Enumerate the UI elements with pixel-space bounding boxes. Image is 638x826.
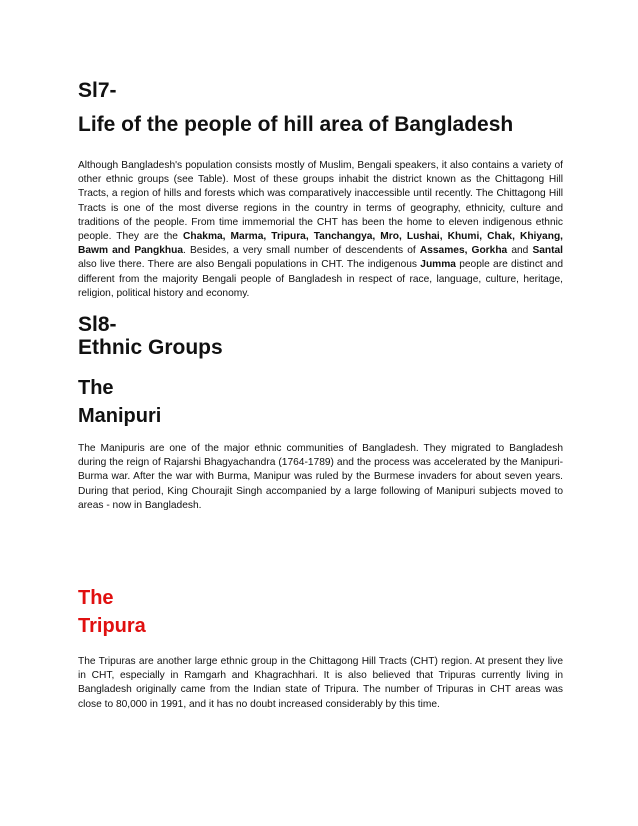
sl7-text-4: also live there. There are also Bengali populations in CHT. The indigenous bbox=[78, 259, 421, 271]
sl7-title: Life of the people of hill area of Bangladesh bbox=[78, 113, 514, 136]
sl7-bold-assames: Assames, Gorkha bbox=[419, 245, 508, 257]
sl7-bold-santal: Santal bbox=[532, 245, 564, 257]
manipuri-title-line1: The bbox=[78, 377, 114, 399]
sl7-text-5: people are distinct and different from the majority Bengali people of Bangladesh in respect of race, language, culture, heritage, religion, political history and economy. bbox=[78, 259, 564, 299]
sl7-label: Sl7- bbox=[78, 79, 117, 102]
sl7-text-2: . Besides, a very small number of descendents of bbox=[183, 245, 420, 257]
sl7-paragraph bbox=[78, 159, 563, 301]
tripura-paragraph: The Tripuras are another large ethnic group in the Chittagong Hill Tracts (CHT) region. At present they live in CHT, especially in Ramgarh and Khagrachhari. It is also believed that Tripuras currently living in Bangladesh originally came from the Indian state of Tripura. The number of Tripuras in CHT areas was close to 80,000 in 1991, and it has no doubt increased considerably by this time. bbox=[78, 656, 563, 710]
sl7-bold-jumma: Jumma bbox=[420, 259, 456, 271]
sl7-bold-groups: Chakma, Marma, Tripura, Tanchangya, Mro, Lushai, Khumi, Chak, Khiyang, Bawm and Pangkhua bbox=[78, 231, 563, 257]
sl7-text-3: and bbox=[507, 245, 533, 257]
manipuri-paragraph: The Manipuris are one of the major ethnic communities of Bangladesh. They migrated to Bangladesh during the reign of Rajarshi Bhagyachandra (1764-1789) and the process was accelerated by the Manipuri-Burma war. After the war with Burma, Manipur was ruled by the Burmese invaders for about seven years. During that period, King Chourajit Singh accompanied by a large following of Manipuri subjects moved to areas - now in Bangladesh. bbox=[78, 443, 563, 511]
sl8-label: Sl8- bbox=[78, 313, 117, 336]
sl8-title: Ethnic Groups bbox=[78, 336, 223, 359]
sl7-text-1: Although Bangladesh's population consists mostly of Muslim, Bengali speakers, it also contains a variety of other ethnic groups (see Table). Most of these groups inhabit the district known as the Chittagong Hill Tracts, a region of hills and forests which was comparatively inaccessible until recently. The Chittagong Hill Tracts is one of the most diverse regions in the country in terms of geography, ethnicity, culture and traditions of the people. From time immemorial the CHT has been the home to eleven indigenous ethnic people. They are the bbox=[78, 160, 563, 243]
manipuri-title-line2: Manipuri bbox=[78, 405, 162, 427]
tripura-title-line2: Tripura bbox=[78, 615, 146, 637]
tripura-title-line1: The bbox=[78, 587, 114, 609]
